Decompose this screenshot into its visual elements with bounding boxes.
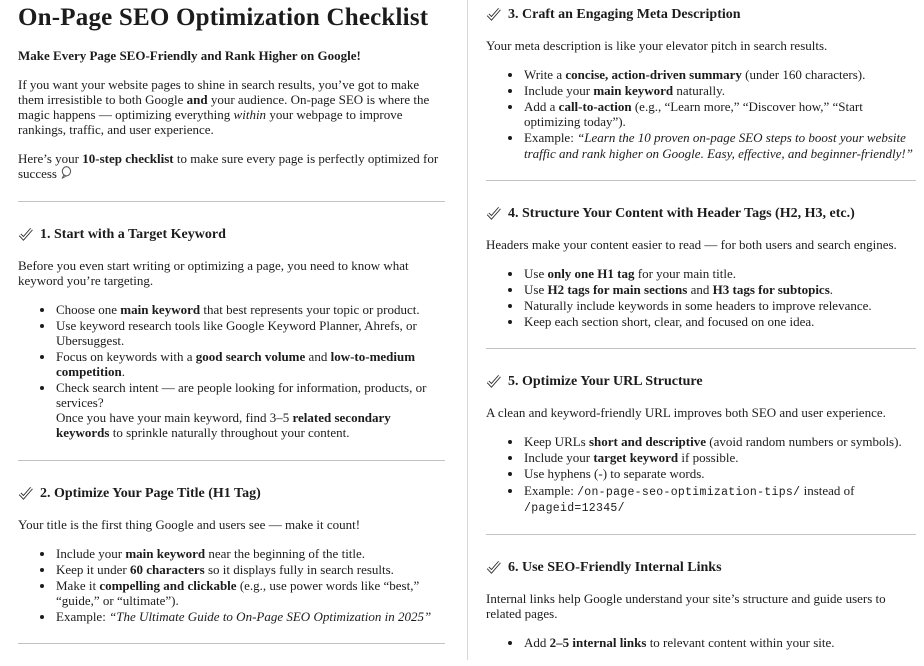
list-item [523, 483, 916, 516]
bold-text: H3 tags for subtopics [712, 281, 830, 297]
list-item [55, 349, 445, 379]
paragraph [18, 258, 445, 288]
list-item [55, 562, 445, 577]
bold-text: related secondary keywords [56, 410, 391, 441]
list-item [523, 83, 916, 98]
bullet-list [486, 67, 916, 160]
text: Here’s your [18, 151, 83, 167]
text: Keep URLs [524, 434, 589, 450]
paragraph [486, 591, 916, 621]
section-heading [486, 374, 916, 390]
section-heading-text [40, 486, 261, 502]
section-heading-text [508, 206, 855, 222]
paragraph [18, 151, 445, 181]
text: On-Page SEO Optimization Checklist [18, 4, 429, 31]
list-item [523, 466, 916, 481]
text: Once you have your main keyword, find 3–5 [56, 410, 293, 426]
text: Internal links help Google understand your site’s structure and guide users to related pages. [486, 591, 886, 622]
section-divider [18, 460, 445, 461]
bold-text: main keyword [593, 83, 674, 99]
section-divider [486, 348, 916, 349]
italic-text: within [233, 107, 267, 123]
list-item [523, 450, 916, 465]
list-item [55, 609, 445, 624]
text: Write a [524, 67, 566, 83]
text: Keep it under [56, 561, 131, 577]
text: Include your [524, 450, 594, 466]
text: your audience. On-page SEO is where the magic happens — optimizing everything [18, 92, 430, 123]
text: Focus on keywords with a [56, 349, 196, 365]
text: (under 160 characters). [741, 67, 866, 83]
section-heading-text [40, 227, 226, 243]
code-text: /pageid=12345/ [524, 501, 625, 515]
list-item [523, 298, 916, 313]
section-divider [486, 180, 916, 181]
text: Example: [524, 130, 578, 146]
text: 2. Optimize Your Page Title (H1 Tag) [40, 485, 261, 501]
text: . [121, 364, 125, 380]
section-heading-text [508, 560, 722, 576]
italic-text: “Learn the 10 proven on-page SEO steps to boost your website traffic and rank higher on Google. Easy, effective, and beginner-friendly!” [524, 130, 913, 161]
list-item [523, 434, 916, 449]
list-item [55, 380, 445, 440]
list-item [523, 266, 916, 281]
text: Include your [56, 545, 126, 561]
section-heading [486, 206, 916, 222]
section-heading [18, 486, 445, 502]
column-separator [467, 0, 468, 660]
section-heading-text [508, 7, 741, 23]
bold-text: main keyword [125, 545, 206, 561]
list-item [523, 282, 916, 297]
bold-text: target keyword [593, 450, 679, 466]
bold-text: 2–5 internal links [549, 635, 647, 651]
text: Naturally include keywords in some headers to improve relevance. [524, 297, 872, 313]
list-item [523, 635, 916, 650]
check-icon [486, 206, 501, 220]
bullet-list [18, 546, 445, 624]
text: and [687, 281, 713, 297]
text: Add a [524, 99, 559, 115]
bold-text: compelling and clickable [99, 577, 237, 593]
section-divider [18, 643, 445, 644]
bold-text: main keyword [120, 301, 201, 317]
text: and [305, 349, 331, 365]
section-heading [486, 7, 916, 23]
list-item [55, 578, 445, 608]
success-emoji-icon [60, 166, 72, 180]
list-item [523, 314, 916, 329]
text: Keep each section short, clear, and focused on one idea. [524, 314, 815, 330]
bullet-list [18, 302, 445, 441]
check-icon [486, 374, 501, 388]
section-heading [18, 227, 445, 243]
text: (e.g., “Learn more,” “Discover how,” “Start optimizing today”). [524, 99, 863, 130]
bold-text: short and descriptive [589, 434, 706, 450]
text: Make it [56, 577, 100, 593]
bold-text: low-to-medium competition [56, 349, 416, 380]
text: Use [524, 281, 548, 297]
text: Example: [524, 482, 578, 498]
text: Choose one [56, 301, 121, 317]
list-item [523, 99, 916, 129]
text: Check search intent — are people looking for information, products, or services? [56, 380, 427, 411]
text: Your title is the first thing Google and users see — make it count! [18, 516, 361, 532]
text: 3. Craft an Engaging Meta Description [508, 7, 741, 22]
text: so it displays fully in search results. [204, 561, 394, 577]
bold-text: call-to-action [558, 99, 632, 115]
bold-text: Make Every Page SEO-Friendly and Rank Higher on Google! [18, 48, 361, 63]
paragraph [486, 237, 916, 252]
text: naturally. [673, 83, 725, 99]
italic-text: “The Ultimate Guide to On-Page SEO Optimization in 2025” [109, 608, 432, 624]
text: Headers make your content easier to read — for both users and search engines. [486, 236, 897, 252]
check-icon [486, 7, 501, 21]
text: Use hyphens (-) to separate words. [524, 466, 705, 482]
bold-text: 10-step checklist [82, 151, 174, 167]
text: Include your [524, 83, 594, 99]
text: for your main title. [634, 265, 736, 281]
code-text: /on-page-seo-optimization-tips/ [577, 485, 801, 499]
text: to make sure every page is perfectly optimized for success [18, 151, 439, 182]
section-heading [486, 560, 916, 576]
bold-text: and [186, 92, 208, 108]
text: (avoid random numbers or symbols). [706, 434, 902, 450]
text: to sprinkle naturally throughout your content. [109, 425, 350, 441]
text: Your meta description is like your elevator pitch in search results. [486, 38, 828, 54]
bullet-list [486, 266, 916, 329]
list-item [55, 546, 445, 561]
text: that best represents your topic or product. [200, 301, 420, 317]
right-column [462, 0, 924, 666]
list-item [523, 130, 916, 160]
paragraph [486, 38, 916, 53]
bullet-list [486, 635, 916, 650]
text: your webpage to improve rankings, traffic, and user experience. [18, 107, 403, 138]
section-divider [486, 534, 916, 535]
text: A clean and keyword-friendly URL improves both SEO and user experience. [486, 405, 886, 421]
check-icon [486, 560, 501, 574]
text: instead of [800, 482, 855, 498]
text: 5. Optimize Your URL Structure [508, 374, 703, 390]
list-item [523, 67, 916, 82]
list-item [55, 302, 445, 317]
check-icon [18, 486, 33, 500]
text: If you want your website pages to shine in search results, you’ve got to make them irresistible to both Google [18, 77, 420, 108]
document-title [18, 4, 445, 32]
text: near the beginning of the title. [205, 545, 366, 561]
paragraph [18, 77, 445, 137]
section-heading-text [508, 374, 703, 390]
bold-text: only one H1 tag [547, 265, 635, 281]
text: (e.g., use power words like “best,” “guide,” or “ultimate”). [56, 577, 420, 608]
text: Add [524, 635, 550, 651]
text: Before you even start writing or optimizing a page, you need to know what keyword you’re targeting. [18, 257, 409, 288]
bold-text: H2 tags for main sections [547, 281, 688, 297]
text: to relevant content within your site. [646, 635, 835, 651]
paragraph [486, 405, 916, 420]
text: Use keyword research tools like Google Keyword Planner, Ahrefs, or Ubersuggest. [56, 317, 417, 348]
bullet-list [486, 434, 916, 515]
text: Use [524, 265, 548, 281]
text: 1. Start with a Target Keyword [40, 226, 226, 242]
check-icon [18, 227, 33, 241]
paragraph [18, 48, 445, 63]
bold-text: concise, action-driven summary [565, 67, 742, 83]
list-item [55, 318, 445, 348]
text: 6. Use SEO-Friendly Internal Links [508, 560, 722, 576]
bold-text: good search volume [195, 349, 306, 365]
text: if possible. [678, 450, 739, 466]
text: 4. Structure Your Content with Header Tags (H2, H3, etc.) [508, 205, 855, 221]
bold-text: 60 characters [130, 561, 205, 577]
text: . [829, 281, 834, 297]
section-divider [18, 201, 445, 202]
text: Example: [56, 608, 110, 624]
paragraph [18, 517, 445, 532]
